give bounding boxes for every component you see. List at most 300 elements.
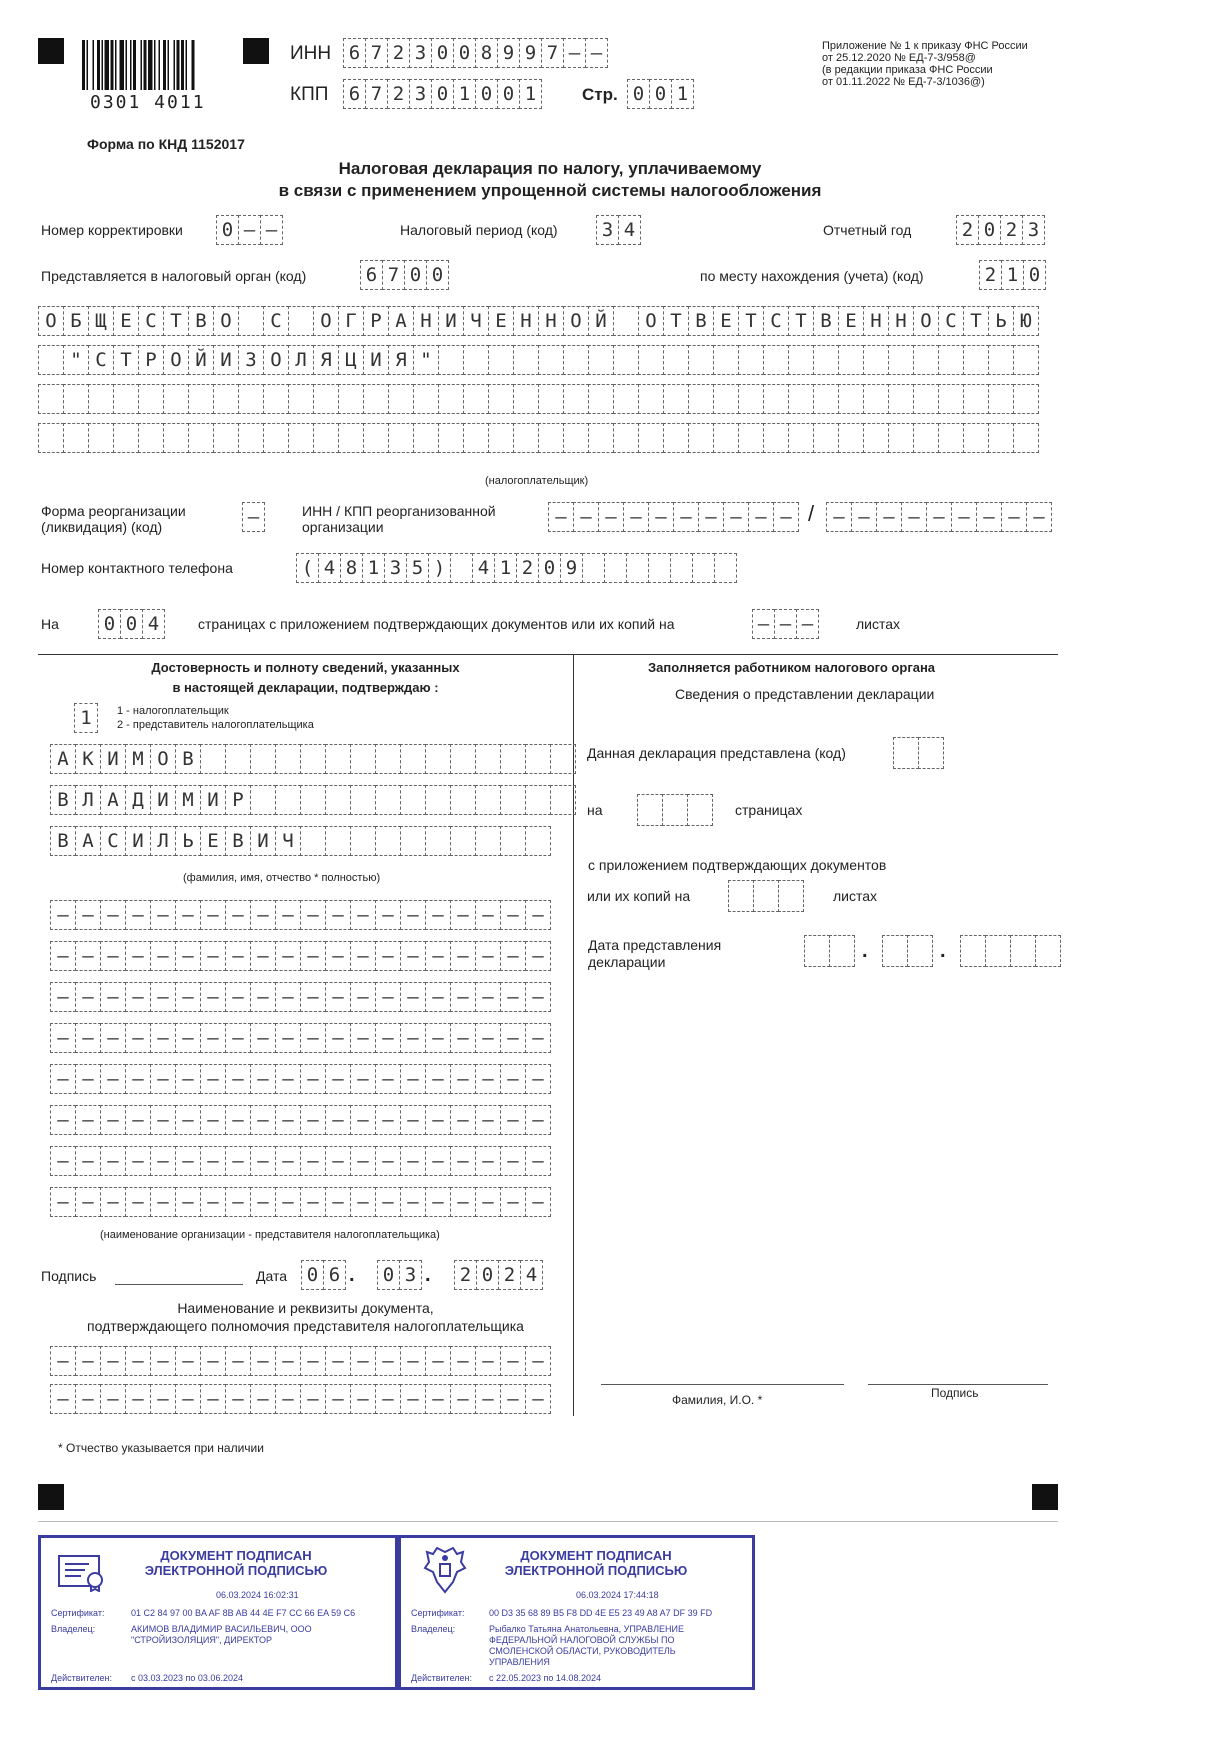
form-cell[interactable]: – bbox=[242, 502, 265, 532]
form-cell[interactable]: – bbox=[325, 1187, 351, 1217]
form-cell[interactable]: – bbox=[425, 1023, 451, 1053]
form-cell[interactable] bbox=[788, 384, 814, 414]
form-cell[interactable] bbox=[637, 794, 663, 826]
form-cell[interactable] bbox=[250, 744, 276, 774]
form-cell[interactable]: – bbox=[250, 900, 276, 930]
form-cell[interactable] bbox=[463, 423, 489, 453]
form-cell[interactable]: – bbox=[796, 609, 819, 639]
form-cell[interactable]: – bbox=[500, 1146, 526, 1176]
form-cell[interactable]: – bbox=[1001, 502, 1027, 532]
form-cell[interactable]: – bbox=[475, 941, 501, 971]
form-cell[interactable]: 2 bbox=[979, 260, 1002, 290]
form-cell[interactable]: 4 bbox=[618, 215, 641, 245]
form-cell[interactable]: 3 bbox=[409, 38, 432, 68]
form-cell[interactable]: – bbox=[500, 900, 526, 930]
form-cell[interactable] bbox=[626, 553, 649, 583]
form-cell[interactable]: – bbox=[375, 1105, 401, 1135]
form-cell[interactable]: – bbox=[75, 1105, 101, 1135]
form-cell[interactable]: – bbox=[200, 1346, 226, 1376]
form-cell[interactable]: С bbox=[763, 306, 789, 336]
form-cell[interactable] bbox=[450, 785, 476, 815]
form-cell[interactable] bbox=[513, 384, 539, 414]
form-cell[interactable] bbox=[563, 384, 589, 414]
form-cell[interactable] bbox=[538, 384, 564, 414]
form-cell[interactable] bbox=[907, 935, 933, 967]
form-cell[interactable]: С bbox=[100, 826, 126, 856]
form-cell[interactable]: – bbox=[325, 982, 351, 1012]
form-cell[interactable]: – bbox=[400, 1023, 426, 1053]
form-cell[interactable]: – bbox=[125, 1346, 151, 1376]
form-cell[interactable]: – bbox=[375, 1064, 401, 1094]
form-cell[interactable]: – bbox=[450, 1064, 476, 1094]
form-cell[interactable]: – bbox=[175, 1023, 201, 1053]
form-cell[interactable] bbox=[913, 384, 939, 414]
form-cell[interactable]: – bbox=[75, 982, 101, 1012]
form-cell[interactable] bbox=[550, 744, 576, 774]
form-cell[interactable] bbox=[500, 744, 526, 774]
form-cell[interactable]: – bbox=[425, 982, 451, 1012]
form-cell[interactable]: 6 bbox=[360, 260, 383, 290]
form-cell[interactable]: – bbox=[150, 941, 176, 971]
form-cell[interactable] bbox=[288, 306, 314, 336]
form-cell[interactable]: 2 bbox=[498, 1260, 521, 1290]
form-cell[interactable]: – bbox=[300, 1064, 326, 1094]
form-cell[interactable]: С bbox=[263, 306, 289, 336]
form-cell[interactable]: – bbox=[200, 1105, 226, 1135]
form-cell[interactable]: – bbox=[400, 1346, 426, 1376]
form-cell[interactable]: – bbox=[623, 502, 649, 532]
form-cell[interactable] bbox=[763, 384, 789, 414]
form-cell[interactable]: – bbox=[50, 1146, 76, 1176]
form-cell[interactable]: – bbox=[275, 1023, 301, 1053]
form-cell[interactable] bbox=[513, 345, 539, 375]
form-cell[interactable]: Т bbox=[113, 345, 139, 375]
form-cell[interactable] bbox=[813, 384, 839, 414]
form-cell[interactable]: – bbox=[400, 982, 426, 1012]
form-cell[interactable] bbox=[913, 345, 939, 375]
form-cell[interactable]: – bbox=[826, 502, 852, 532]
form-cell[interactable]: Ь bbox=[988, 306, 1014, 336]
form-cell[interactable]: 3 bbox=[409, 79, 432, 109]
form-cell[interactable]: – bbox=[400, 1064, 426, 1094]
form-cell[interactable] bbox=[375, 744, 401, 774]
form-cell[interactable]: – bbox=[275, 1064, 301, 1094]
form-cell[interactable] bbox=[38, 384, 64, 414]
form-cell[interactable] bbox=[863, 384, 889, 414]
form-cell[interactable] bbox=[388, 423, 414, 453]
form-cell[interactable]: – bbox=[500, 1023, 526, 1053]
form-cell[interactable]: – bbox=[225, 1105, 251, 1135]
form-cell[interactable] bbox=[400, 744, 426, 774]
form-cell[interactable]: 9 bbox=[519, 38, 542, 68]
form-cell[interactable]: – bbox=[851, 502, 877, 532]
form-cell[interactable]: – bbox=[475, 1105, 501, 1135]
form-cell[interactable]: – bbox=[350, 1105, 376, 1135]
form-cell[interactable]: Д bbox=[125, 785, 151, 815]
form-cell[interactable]: 2 bbox=[516, 553, 539, 583]
form-cell[interactable]: – bbox=[525, 1346, 551, 1376]
form-cell[interactable] bbox=[753, 880, 779, 912]
form-cell[interactable] bbox=[692, 553, 715, 583]
form-cell[interactable]: И bbox=[363, 345, 389, 375]
form-cell[interactable] bbox=[238, 306, 264, 336]
form-cell[interactable]: – bbox=[976, 502, 1002, 532]
form-cell[interactable]: Р bbox=[138, 345, 164, 375]
form-cell[interactable]: – bbox=[525, 1384, 551, 1414]
form-cell[interactable]: 7 bbox=[541, 38, 564, 68]
form-cell[interactable]: – bbox=[598, 502, 624, 532]
form-cell[interactable]: – bbox=[175, 1187, 201, 1217]
form-cell[interactable]: – bbox=[75, 1187, 101, 1217]
form-cell[interactable]: Й bbox=[588, 306, 614, 336]
form-cell[interactable]: – bbox=[773, 502, 799, 532]
form-cell[interactable]: – bbox=[250, 1384, 276, 1414]
form-cell[interactable]: – bbox=[150, 1187, 176, 1217]
form-cell[interactable]: – bbox=[475, 1146, 501, 1176]
form-cell[interactable]: А bbox=[75, 826, 101, 856]
form-cell[interactable]: – bbox=[225, 941, 251, 971]
form-cell[interactable]: – bbox=[500, 1064, 526, 1094]
form-cell[interactable] bbox=[350, 826, 376, 856]
form-cell[interactable]: Т bbox=[963, 306, 989, 336]
form-cell[interactable]: Щ bbox=[88, 306, 114, 336]
form-cell[interactable] bbox=[425, 826, 451, 856]
form-cell[interactable]: – bbox=[50, 1384, 76, 1414]
signature-line[interactable] bbox=[115, 1284, 243, 1285]
form-cell[interactable]: – bbox=[723, 502, 749, 532]
form-cell[interactable]: Я bbox=[388, 345, 414, 375]
form-cell[interactable]: Т bbox=[163, 306, 189, 336]
form-cell[interactable]: В bbox=[225, 826, 251, 856]
form-cell[interactable] bbox=[687, 794, 713, 826]
form-cell[interactable]: Т bbox=[788, 306, 814, 336]
form-cell[interactable]: Т bbox=[663, 306, 689, 336]
form-cell[interactable]: – bbox=[400, 1384, 426, 1414]
form-cell[interactable] bbox=[763, 345, 789, 375]
form-cell[interactable] bbox=[313, 384, 339, 414]
form-cell[interactable]: – bbox=[525, 941, 551, 971]
form-cell[interactable]: – bbox=[50, 1346, 76, 1376]
form-cell[interactable]: З bbox=[238, 345, 264, 375]
form-cell[interactable] bbox=[663, 423, 689, 453]
form-cell[interactable]: – bbox=[325, 900, 351, 930]
form-cell[interactable] bbox=[804, 935, 830, 967]
form-cell[interactable] bbox=[938, 384, 964, 414]
form-cell[interactable]: – bbox=[325, 941, 351, 971]
form-cell[interactable] bbox=[350, 744, 376, 774]
form-cell[interactable] bbox=[1013, 423, 1039, 453]
form-cell[interactable] bbox=[500, 785, 526, 815]
form-cell[interactable]: 1 bbox=[671, 79, 694, 109]
form-cell[interactable]: Ч bbox=[275, 826, 301, 856]
form-cell[interactable] bbox=[163, 384, 189, 414]
form-cell[interactable]: Л bbox=[75, 785, 101, 815]
form-cell[interactable]: И bbox=[100, 744, 126, 774]
form-cell[interactable]: – bbox=[450, 1384, 476, 1414]
form-cell[interactable] bbox=[388, 384, 414, 414]
form-cell[interactable]: – bbox=[100, 982, 126, 1012]
form-cell[interactable] bbox=[1010, 935, 1036, 967]
form-cell[interactable]: Е bbox=[488, 306, 514, 336]
form-cell[interactable]: – bbox=[752, 609, 775, 639]
form-cell[interactable]: – bbox=[475, 1023, 501, 1053]
form-cell[interactable]: – bbox=[350, 1023, 376, 1053]
form-cell[interactable]: – bbox=[125, 1064, 151, 1094]
form-cell[interactable]: 7 bbox=[365, 79, 388, 109]
form-cell[interactable]: Й bbox=[188, 345, 214, 375]
form-cell[interactable]: 0 bbox=[120, 609, 143, 639]
form-cell[interactable]: 8 bbox=[340, 553, 363, 583]
form-cell[interactable]: – bbox=[400, 1146, 426, 1176]
form-cell[interactable] bbox=[963, 345, 989, 375]
form-cell[interactable]: О bbox=[638, 306, 664, 336]
form-cell[interactable]: – bbox=[325, 1146, 351, 1176]
form-cell[interactable] bbox=[663, 345, 689, 375]
form-cell[interactable] bbox=[475, 785, 501, 815]
form-cell[interactable]: Е bbox=[113, 306, 139, 336]
form-cell[interactable] bbox=[638, 384, 664, 414]
form-cell[interactable]: – bbox=[150, 900, 176, 930]
form-cell[interactable] bbox=[638, 423, 664, 453]
form-cell[interactable]: – bbox=[585, 38, 608, 68]
form-cell[interactable]: – bbox=[774, 609, 797, 639]
form-cell[interactable]: Ч bbox=[463, 306, 489, 336]
form-cell[interactable] bbox=[275, 785, 301, 815]
form-cell[interactable] bbox=[688, 345, 714, 375]
form-cell[interactable]: – bbox=[250, 982, 276, 1012]
form-cell[interactable]: – bbox=[175, 1064, 201, 1094]
form-cell[interactable]: Г bbox=[338, 306, 364, 336]
form-cell[interactable]: – bbox=[350, 982, 376, 1012]
form-cell[interactable]: 7 bbox=[382, 260, 405, 290]
form-cell[interactable]: – bbox=[75, 900, 101, 930]
form-cell[interactable]: – bbox=[150, 1064, 176, 1094]
form-cell[interactable]: – bbox=[275, 1105, 301, 1135]
form-cell[interactable] bbox=[1013, 384, 1039, 414]
form-cell[interactable]: – bbox=[573, 502, 599, 532]
form-cell[interactable]: 1 bbox=[494, 553, 517, 583]
form-cell[interactable]: – bbox=[325, 1023, 351, 1053]
form-cell[interactable]: 4 bbox=[318, 553, 341, 583]
form-cell[interactable] bbox=[250, 785, 276, 815]
form-cell[interactable] bbox=[325, 826, 351, 856]
form-cell[interactable]: – bbox=[901, 502, 927, 532]
form-cell[interactable]: – bbox=[275, 900, 301, 930]
form-cell[interactable]: – bbox=[400, 900, 426, 930]
form-cell[interactable] bbox=[238, 384, 264, 414]
form-cell[interactable]: – bbox=[275, 982, 301, 1012]
form-cell[interactable]: 6 bbox=[343, 79, 366, 109]
form-cell[interactable]: – bbox=[300, 1146, 326, 1176]
form-cell[interactable]: – bbox=[125, 900, 151, 930]
form-cell[interactable]: Ю bbox=[1013, 306, 1039, 336]
form-cell[interactable]: – bbox=[75, 941, 101, 971]
form-cell[interactable]: – bbox=[375, 1023, 401, 1053]
form-cell[interactable]: – bbox=[100, 1346, 126, 1376]
form-cell[interactable]: – bbox=[450, 1105, 476, 1135]
form-cell[interactable]: 0 bbox=[301, 1260, 324, 1290]
form-cell[interactable]: – bbox=[300, 1023, 326, 1053]
form-cell[interactable] bbox=[488, 423, 514, 453]
form-cell[interactable] bbox=[813, 345, 839, 375]
form-cell[interactable]: – bbox=[525, 1105, 551, 1135]
form-cell[interactable]: – bbox=[275, 941, 301, 971]
form-cell[interactable]: И bbox=[200, 785, 226, 815]
form-cell[interactable]: ( bbox=[296, 553, 319, 583]
form-cell[interactable]: Ц bbox=[338, 345, 364, 375]
form-cell[interactable]: – bbox=[525, 1146, 551, 1176]
form-cell[interactable]: " bbox=[63, 345, 89, 375]
form-cell[interactable]: – bbox=[225, 982, 251, 1012]
form-cell[interactable] bbox=[688, 423, 714, 453]
form-cell[interactable]: 0 bbox=[538, 553, 561, 583]
form-cell[interactable] bbox=[525, 744, 551, 774]
form-cell[interactable]: И bbox=[125, 826, 151, 856]
form-cell[interactable] bbox=[963, 384, 989, 414]
form-cell[interactable] bbox=[788, 345, 814, 375]
form-cell[interactable]: – bbox=[125, 1146, 151, 1176]
form-cell[interactable]: И bbox=[250, 826, 276, 856]
form-cell[interactable] bbox=[325, 744, 351, 774]
form-cell[interactable] bbox=[513, 423, 539, 453]
form-cell[interactable] bbox=[1013, 345, 1039, 375]
form-cell[interactable] bbox=[450, 553, 473, 583]
form-cell[interactable]: – bbox=[75, 1384, 101, 1414]
form-cell[interactable]: Н bbox=[413, 306, 439, 336]
form-cell[interactable] bbox=[688, 384, 714, 414]
form-cell[interactable]: – bbox=[548, 502, 574, 532]
form-cell[interactable]: О bbox=[313, 306, 339, 336]
form-cell[interactable]: 0 bbox=[649, 79, 672, 109]
form-cell[interactable]: – bbox=[325, 1064, 351, 1094]
form-cell[interactable]: – bbox=[150, 1146, 176, 1176]
form-cell[interactable] bbox=[325, 785, 351, 815]
form-cell[interactable]: – bbox=[500, 982, 526, 1012]
form-cell[interactable] bbox=[738, 345, 764, 375]
form-cell[interactable]: С bbox=[938, 306, 964, 336]
form-cell[interactable]: 0 bbox=[377, 1260, 400, 1290]
form-cell[interactable]: Е bbox=[200, 826, 226, 856]
form-cell[interactable]: – bbox=[500, 1384, 526, 1414]
form-cell[interactable]: Р bbox=[363, 306, 389, 336]
form-cell[interactable] bbox=[400, 826, 426, 856]
form-cell[interactable] bbox=[38, 345, 64, 375]
form-cell[interactable]: – bbox=[500, 1105, 526, 1135]
form-cell[interactable]: – bbox=[100, 1187, 126, 1217]
form-cell[interactable] bbox=[225, 744, 251, 774]
form-cell[interactable] bbox=[350, 785, 376, 815]
form-cell[interactable]: – bbox=[100, 941, 126, 971]
form-cell[interactable] bbox=[588, 384, 614, 414]
form-cell[interactable]: – bbox=[525, 1023, 551, 1053]
form-cell[interactable]: – bbox=[475, 1187, 501, 1217]
form-cell[interactable]: – bbox=[225, 1384, 251, 1414]
form-cell[interactable]: – bbox=[125, 1187, 151, 1217]
form-cell[interactable]: 0 bbox=[404, 260, 427, 290]
form-cell[interactable]: – bbox=[50, 982, 76, 1012]
form-cell[interactable] bbox=[588, 345, 614, 375]
form-cell[interactable] bbox=[525, 826, 551, 856]
form-cell[interactable] bbox=[838, 345, 864, 375]
form-cell[interactable] bbox=[338, 423, 364, 453]
form-cell[interactable]: 3 bbox=[399, 1260, 422, 1290]
form-cell[interactable] bbox=[714, 553, 737, 583]
form-cell[interactable]: В bbox=[50, 826, 76, 856]
form-cell[interactable]: 0 bbox=[216, 215, 239, 245]
form-cell[interactable]: – bbox=[75, 1023, 101, 1053]
form-cell[interactable]: – bbox=[500, 941, 526, 971]
form-cell[interactable]: – bbox=[50, 900, 76, 930]
form-cell[interactable]: 1 bbox=[453, 79, 476, 109]
form-cell[interactable]: – bbox=[500, 1187, 526, 1217]
form-cell[interactable]: – bbox=[375, 1146, 401, 1176]
form-cell[interactable]: – bbox=[225, 1023, 251, 1053]
form-cell[interactable]: " bbox=[413, 345, 439, 375]
form-cell[interactable]: – bbox=[200, 941, 226, 971]
form-cell[interactable]: – bbox=[275, 1384, 301, 1414]
form-cell[interactable] bbox=[863, 423, 889, 453]
form-cell[interactable] bbox=[604, 553, 627, 583]
form-cell[interactable]: – bbox=[50, 941, 76, 971]
form-cell[interactable]: Л bbox=[150, 826, 176, 856]
form-cell[interactable] bbox=[338, 384, 364, 414]
form-cell[interactable] bbox=[838, 384, 864, 414]
form-cell[interactable]: – bbox=[260, 215, 283, 245]
form-cell[interactable]: С bbox=[88, 345, 114, 375]
form-cell[interactable] bbox=[288, 423, 314, 453]
form-cell[interactable]: – bbox=[250, 941, 276, 971]
form-cell[interactable]: И bbox=[213, 345, 239, 375]
form-cell[interactable]: 3 bbox=[596, 215, 619, 245]
form-cell[interactable] bbox=[300, 785, 326, 815]
form-cell[interactable] bbox=[538, 423, 564, 453]
form-cell[interactable] bbox=[463, 345, 489, 375]
form-cell[interactable]: – bbox=[275, 1346, 301, 1376]
form-cell[interactable] bbox=[728, 880, 754, 912]
form-cell[interactable]: – bbox=[450, 982, 476, 1012]
form-cell[interactable]: 8 bbox=[475, 38, 498, 68]
form-cell[interactable]: К bbox=[75, 744, 101, 774]
form-cell[interactable] bbox=[670, 553, 693, 583]
form-cell[interactable]: – bbox=[150, 1023, 176, 1053]
form-cell[interactable] bbox=[463, 384, 489, 414]
form-cell[interactable]: – bbox=[125, 1105, 151, 1135]
form-cell[interactable] bbox=[263, 423, 289, 453]
form-cell[interactable]: 5 bbox=[406, 553, 429, 583]
form-cell[interactable]: – bbox=[100, 1105, 126, 1135]
form-cell[interactable] bbox=[288, 384, 314, 414]
form-cell[interactable]: 0 bbox=[453, 38, 476, 68]
form-cell[interactable] bbox=[475, 826, 501, 856]
form-cell[interactable]: 0 bbox=[1023, 260, 1046, 290]
form-cell[interactable]: С bbox=[138, 306, 164, 336]
form-cell[interactable]: – bbox=[250, 1105, 276, 1135]
form-cell[interactable]: – bbox=[425, 941, 451, 971]
form-cell[interactable]: 9 bbox=[497, 38, 520, 68]
form-cell[interactable] bbox=[438, 423, 464, 453]
form-cell[interactable]: – bbox=[300, 982, 326, 1012]
form-cell[interactable]: А bbox=[100, 785, 126, 815]
form-cell[interactable]: – bbox=[450, 941, 476, 971]
form-cell[interactable]: – bbox=[100, 1023, 126, 1053]
form-cell[interactable] bbox=[38, 423, 64, 453]
form-cell[interactable]: – bbox=[450, 1187, 476, 1217]
form-cell[interactable] bbox=[300, 826, 326, 856]
form-cell[interactable]: – bbox=[250, 1064, 276, 1094]
form-cell[interactable]: 9 bbox=[560, 553, 583, 583]
form-cell[interactable]: Т bbox=[738, 306, 764, 336]
form-cell[interactable]: – bbox=[300, 1346, 326, 1376]
